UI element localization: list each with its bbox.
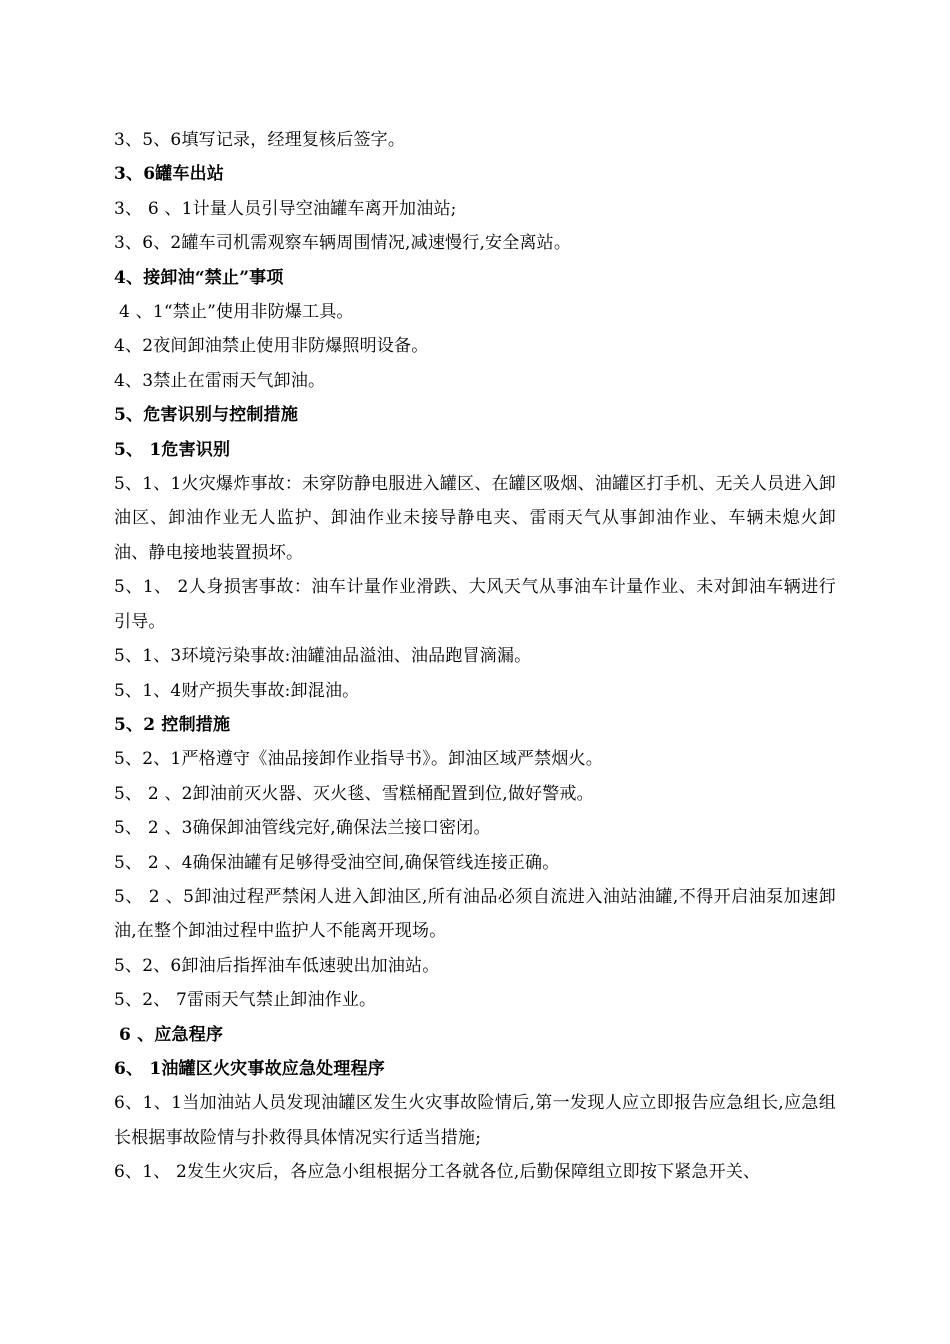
text-line: 3、6、2罐车司机需观察车辆周围情况,减速慢行,安全离站。	[114, 233, 572, 254]
text-line: 5、2、6卸油后指挥油车低速驶出加油站。	[114, 955, 440, 976]
subsection-heading: 6、 1油罐区火灾事故应急处理程序	[114, 1058, 385, 1079]
text-line: 5、2、1严格遵守《油品接卸作业指导书》。卸油区域严禁烟火。	[114, 749, 603, 770]
text-line: 5、 2 、2卸油前灭火器、灭火毯、雪糕桶配置到位,做好警戒。	[114, 783, 594, 804]
text-line: 4 、1“禁止”使用非防爆工具。	[119, 302, 354, 323]
text-line: 3、5、6填写记录，经理复核后签字。	[114, 130, 406, 150]
text-line: 5、 2 、4确保油罐有足够得受油空间,确保管线连接正确。	[114, 852, 560, 873]
text-line: 5、2、 7雷雨天气禁止卸油作业。	[114, 990, 377, 1011]
section-heading: 3、6罐车出站	[114, 164, 225, 185]
paragraph: 6、1、1当加油站人员发现油罐区发生火灾事故险情后,第一发现人应立即报告应急组长,应急组长根据事故险情与扑救得具体情况实行适当措施;	[114, 1093, 836, 1148]
text-line: 5、1、4财产损失事故:卸混油。	[114, 680, 360, 701]
document-body	[114, 123, 836, 1190]
text-line: 4、2夜间卸油禁止使用非防爆照明设备。	[114, 336, 429, 357]
paragraph: 5、1、1火灾爆炸事故：未穿防静电服进入罐区、在罐区吸烟、油罐区打手机、无关人员进入卸油区、卸油作业无人监护、卸油作业未接导静电夹、雷雨天气从事卸油作业、车辆未熄火卸油、静电接地装置损坏。	[114, 474, 836, 563]
subsection-heading: 5、2 控制措施	[114, 714, 231, 735]
text-line: 6、1、 2发生火灾后，各应急小组根据分工各就各位,后勤保障组立即按下紧急开关、	[114, 1162, 761, 1183]
text-line: 4、3禁止在雷雨天气卸油。	[114, 370, 326, 391]
paragraph: 5、1、 2人身损害事故：油车计量作业滑跌、大风天气从事油车计量作业、未对卸油车辆进行引导。	[114, 577, 836, 632]
text-line: 5、1、3环境污染事故:油罐油品溢油、油品跑冒滴漏。	[114, 646, 532, 667]
text-line: 5、 2 、3确保卸油管线完好,确保法兰接口密闭。	[114, 818, 491, 839]
paragraph: 5、 2 、5卸油过程严禁闲人进入卸油区,所有油品必须自流进入油站油罐,不得开启油泵加速卸油,在整个卸油过程中监护人不能离开现场。	[114, 886, 836, 942]
subsection-heading: 5、 1危害识别	[114, 439, 231, 460]
section-heading: 6 、应急程序	[119, 1024, 224, 1045]
section-heading: 5、危害识别与控制措施	[114, 405, 299, 426]
section-heading: 4、接卸油“禁止”事项	[114, 267, 284, 288]
text-line: 3、 6 、1计量人员引导空油罐车离开加油站;	[114, 198, 457, 219]
